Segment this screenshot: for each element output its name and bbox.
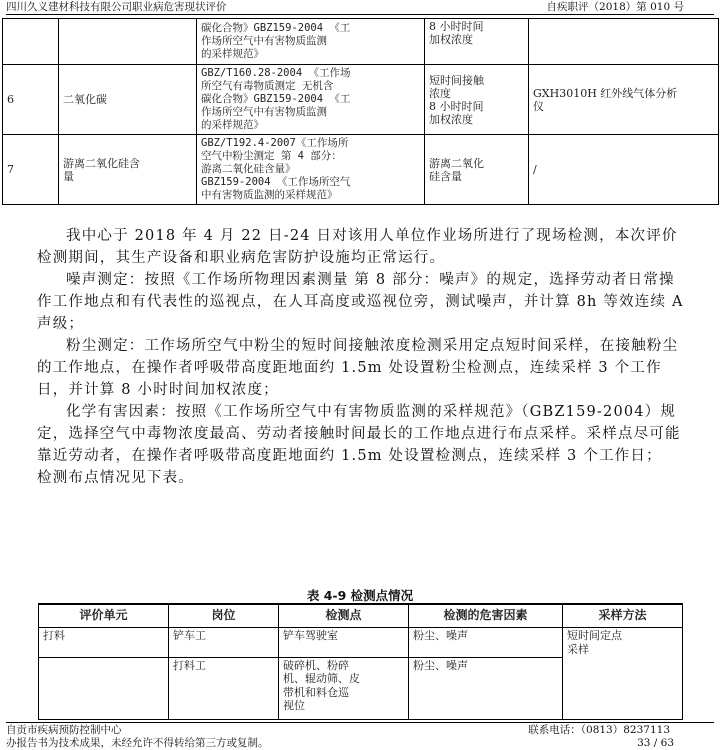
standard-cell: GBZ/T160.28-2004 《工作场 所空气有毒物质测定 无机含 碳化合物》GBZ159-2004 《工 作场所空气中有害物质监测 的采样规范》 (197, 65, 425, 135)
body-text (37, 225, 685, 489)
sampling-method: 短时间定点 采样 (563, 628, 683, 658)
hazard-factor: 粉尘、噪声 (409, 628, 563, 658)
sampling-method (563, 657, 683, 719)
footer-copyright-notice: 办报告书为技术成果，未经允许不得转给第三方或复制。 (6, 737, 269, 749)
row-number: 6 (3, 65, 59, 135)
table-row (39, 657, 683, 719)
paragraph-dust-method: 粉尘测定：工作场所空气中粉尘的短时间接触浓度检测采用定点短时间采样，在接触粉尘的工作地点，在操作者呼吸带高度距地面约 1.5m 处设置粉尘检测点，连续采样 3 个工作日，并计算 8 小时时间加权浓度； (37, 338, 679, 398)
measurement-type: 8 小时时间 加权浓度 (425, 19, 529, 65)
instrument-cell (529, 19, 719, 65)
paragraph-survey-dates: 我中心于 2018 年 4 月 22 日-24 日对该用人单位作业场所进行了现场检测，本次评价检测期间，其生产设备和职业病危害防护设施均正常运行。 (37, 228, 678, 266)
table-caption: 表 4-9 检测点情况 (306, 588, 414, 603)
hazard-name: 游离二氧化硅含 量 (59, 135, 197, 205)
paragraph-noise-method: 噪声测定：按照《工作场所物理因素测量 第 8 部分：噪声》的规定，选择劳动者日常操作工作地点和有代表性的巡视点，在人耳高度或巡视位旁，测试噪声，并计算 8h 等效连续 A 声级； (37, 272, 684, 332)
page-footer (6, 722, 714, 750)
footer-organization: 自贡市疾病预防控制中心 (6, 724, 122, 736)
table-row (3, 19, 719, 65)
table-row (3, 65, 719, 135)
page-number: 33 / 63 (637, 737, 674, 749)
standard-cell: GBZ/T192.4-2007《工作场所 空气中粉尘测定 第 4 部分： 游离二氧化硅含量》 GBZ159-2004 《工作场所空气 中有害物质监测的采样规范》 (197, 135, 425, 205)
column-header: 检测的危害因素 (409, 604, 563, 628)
hazard-name (59, 19, 197, 65)
row-number (3, 19, 59, 65)
job-post: 打料工 (169, 657, 279, 719)
column-header: 采样方法 (563, 604, 683, 628)
table-header-row (39, 604, 683, 628)
table-row (39, 628, 683, 658)
header-report-number: 自疾职评（2018）第 010 号 (546, 1, 684, 13)
paragraph-chemical-method: 化学有害因素：按照《工作场所空气中有害物质监测的采样规范》（GBZ159-2004）规定，选择空气中毒物浓度最高、劳动者接触时间最长的工作地点进行布点采样。采样点尽可能靠近劳动者，在操作者呼吸带高度距地面约 1.5m 处设置检测点，连续采样 3 个工作日； (37, 404, 681, 464)
measurement-type: 短时间接触 浓度 8 小时时间 加权浓度 (425, 65, 529, 135)
table-row (3, 135, 719, 205)
sampling-points-table (38, 603, 683, 720)
hazard-factor: 粉尘、噪声 (409, 657, 563, 719)
job-post: 铲车工 (169, 628, 279, 658)
column-header: 检测点 (279, 604, 409, 628)
header-org-title: 四川久义建材科技有限公司职业病危害现状评价 (6, 1, 227, 13)
column-header: 岗位 (169, 604, 279, 628)
page-header (6, 0, 714, 15)
method-table (2, 18, 719, 205)
footer-phone: 联系电话：（0813）8237113 (528, 724, 670, 736)
instrument-cell: GXH3010H 红外线气体分析 仪 (529, 65, 719, 135)
standard-cell: 碳化合物》GBZ159-2004 《工 作场所空气中有害物质监测 的采样规范》 (197, 19, 425, 65)
evaluation-unit: 打料 (39, 628, 169, 658)
row-number: 7 (3, 135, 59, 205)
measurement-type: 游离二氧化 硅含量 (425, 135, 529, 205)
sampling-point: 铲车驾驶室 (279, 628, 409, 658)
evaluation-unit (39, 657, 169, 719)
hazard-name: 二氧化碳 (59, 65, 197, 135)
instrument-cell: / (529, 135, 719, 205)
paragraph-see-table: 检测布点情况见下表。 (37, 470, 194, 486)
column-header: 评价单元 (39, 604, 169, 628)
sampling-point: 破碎机、粉碎 机、辊动筛、皮 带机和料仓巡 视位 (279, 657, 409, 719)
